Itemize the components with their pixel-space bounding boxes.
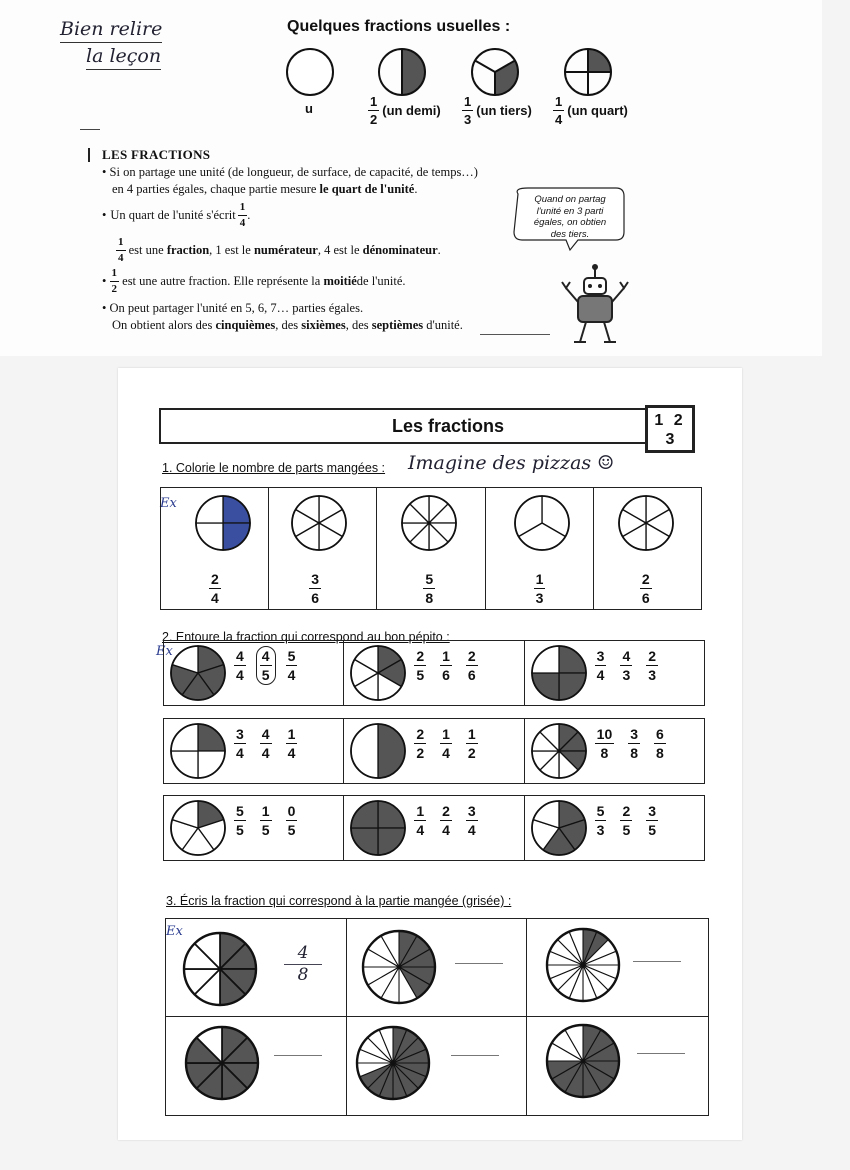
- quarter-label: $\frac{1}{4}$ (un quart): [555, 94, 628, 127]
- exercise-2-cell: [164, 719, 344, 783]
- unit-label: u: [305, 101, 313, 116]
- exercise-3-label: 3. Écris la fraction qui correspond à la partie mangée (grisée) :: [166, 894, 512, 908]
- bullet-4-line-2: On obtient alors des cinquièmes, des sixièmes, des septièmes d'unité.: [112, 318, 463, 332]
- exercise-2-row: [163, 718, 705, 784]
- pepito-disc: [348, 721, 408, 781]
- example-answer: 4 8: [284, 945, 322, 984]
- fraction-choice[interactable]: $\frac{2}{5}$: [622, 803, 631, 838]
- exercise-2-cell: [164, 796, 344, 860]
- fraction-choice[interactable]: $\frac{5}{3}$: [596, 803, 605, 838]
- fraction-choice[interactable]: $\frac{5}{4}$: [287, 648, 296, 683]
- fraction-choice[interactable]: $\frac{3}{4}$: [236, 726, 244, 761]
- usual-fractions-title: Quelques fractions usuelles :: [287, 18, 511, 35]
- pepito-disc: [168, 643, 228, 703]
- exercise-2-row: [163, 795, 705, 861]
- fraction-choice[interactable]: $\frac{6}{8}$: [656, 726, 664, 761]
- worksheet-badge: 1 2 3: [645, 405, 695, 453]
- bullet-4-line-1: • On peut partager l'unité en 5, 6, 7… parties égales.: [102, 301, 364, 315]
- half-disc: [379, 49, 425, 95]
- note-line-2: la leçon: [86, 43, 161, 70]
- exercise-3-cell[interactable]: [166, 919, 347, 1017]
- exercise-1-label: 1. Colorie le nombre de parts mangées :: [162, 461, 386, 475]
- fraction-choices: [234, 727, 297, 760]
- fraction-choice[interactable]: $\frac{3}{4}$: [467, 803, 476, 838]
- definition-line: $\frac{1}{4}$ est une fraction , 1 est le numérateur , 4 est le dénominateur .: [118, 236, 441, 264]
- exercise-2-cell: [525, 719, 704, 783]
- fraction-choice-circled[interactable]: $\frac{4}{5}$: [256, 646, 276, 685]
- handwritten-note: [60, 16, 162, 70]
- pepito-disc: [168, 798, 228, 858]
- fraction-choice[interactable]: $\frac{0}{5}$: [287, 803, 296, 838]
- pepito-disc: [348, 643, 408, 703]
- fraction-choice[interactable]: $\frac{10}{8}$: [596, 726, 613, 761]
- exercise-1-cell[interactable]: 2 6: [594, 488, 701, 609]
- exercise-2-cell: [525, 641, 704, 705]
- pepito-disc: [168, 721, 228, 781]
- exercise-1-cell[interactable]: 3 6: [269, 488, 377, 609]
- pepito-disc: [529, 721, 589, 781]
- exercise-3-cell[interactable]: [347, 1017, 528, 1115]
- note-line-1: Bien relire: [60, 16, 162, 43]
- answer-line[interactable]: [633, 961, 681, 962]
- fraction-choice[interactable]: $\frac{4}{4}$: [261, 726, 270, 761]
- fraction-choice[interactable]: $\frac{3}{8}$: [630, 726, 639, 761]
- pepito-disc: [529, 798, 589, 858]
- fraction-choices: [234, 804, 297, 837]
- fraction-choice[interactable]: $\frac{2}{5}$: [416, 648, 425, 683]
- pizza-disc[interactable]: [289, 493, 349, 553]
- third-disc: [472, 49, 518, 95]
- robot-mascot-icon: [560, 262, 630, 348]
- fraction-choices: [595, 649, 658, 682]
- heading-bar: [88, 148, 90, 162]
- slice-shaded: [378, 724, 405, 778]
- lesson-body: [102, 164, 542, 334]
- pepito-disc: [180, 929, 260, 1009]
- usual-fractions-discs: [280, 44, 640, 100]
- pepito-disc: [348, 798, 408, 858]
- fraction-choice[interactable]: $\frac{1}{5}$: [261, 803, 270, 838]
- answer-line[interactable]: [455, 963, 503, 964]
- pepito-disc: [543, 1021, 623, 1101]
- pizza-disc[interactable]: [616, 493, 676, 553]
- example-marker-1: Ex: [160, 496, 177, 511]
- fraction-choice[interactable]: $\frac{2}{6}$: [467, 648, 476, 683]
- exercise-1-cell[interactable]: 5 8: [377, 488, 485, 609]
- fraction-choice[interactable]: $\frac{1}{6}$: [442, 648, 450, 683]
- fraction-choice[interactable]: $\frac{1}{4}$: [416, 803, 425, 838]
- fraction-choices: [414, 727, 477, 760]
- pepito-disc: [182, 1023, 262, 1103]
- exercise-1-cell[interactable]: 2 4: [161, 488, 269, 609]
- unit-disc: [287, 49, 333, 95]
- exercise-1-cell[interactable]: 1 3: [486, 488, 594, 609]
- exercise-3-cell[interactable]: [347, 919, 528, 1017]
- answer-line[interactable]: [274, 1055, 322, 1056]
- worksheet-title: Les fractions: [391, 415, 505, 436]
- fraction-choice[interactable]: $\frac{1}{4}$: [287, 726, 296, 761]
- exercise-2-cell: [344, 719, 524, 783]
- worksheet-title-box: [159, 408, 647, 444]
- third-label: $\frac{1}{3}$ (un tiers): [464, 94, 532, 127]
- fraction-choices: [595, 804, 658, 837]
- fraction-choices: [414, 649, 477, 682]
- exercise-3-grid: [165, 918, 709, 1116]
- pepito-disc: [543, 925, 623, 1005]
- bullet-3: • $\frac{1}{2}$ est une autre fraction. Elle représente la moitié de l'unité.: [102, 267, 406, 295]
- fraction-choice[interactable]: $\frac{4}{4}$: [236, 648, 244, 683]
- pepito-disc: [529, 643, 589, 703]
- exercise-2-row: [163, 640, 705, 706]
- fraction-choice[interactable]: $\frac{3}{4}$: [596, 648, 605, 683]
- exercise-2-cell: [344, 641, 524, 705]
- exercise-2-cell: [344, 796, 524, 860]
- slice: [351, 724, 378, 778]
- pizza-disc[interactable]: [193, 493, 253, 553]
- example-marker-3: Ex: [166, 924, 183, 939]
- fraction-choices: [595, 727, 666, 760]
- half-label: $\frac{1}{2}$ (un demi): [370, 94, 441, 127]
- bullet-2: • Un quart de l'unité s'écrit $\frac{1}{4}$ .: [102, 201, 251, 229]
- bullet-1-line-1: • Si on partage une unité (de longueur, de surface, de capacité, de temps…): [102, 165, 478, 179]
- exercise-3-cell[interactable]: [527, 1017, 708, 1115]
- fraction-choice[interactable]: $\frac{2}{3}$: [648, 648, 657, 683]
- exercise-2-cell: [164, 641, 344, 705]
- answer-line[interactable]: [451, 1055, 499, 1056]
- underline-stroke: [480, 334, 550, 335]
- fraction-choice[interactable]: $\frac{2}{4}$: [442, 803, 450, 838]
- example-marker-2: Ex: [156, 644, 173, 659]
- divider: [80, 129, 100, 130]
- fraction-choices: [414, 804, 477, 837]
- pizza-disc[interactable]: [399, 493, 459, 553]
- pepito-disc: [359, 927, 439, 1007]
- exercise-2-cell: [525, 796, 704, 860]
- fraction-choice[interactable]: $\frac{1}{4}$: [442, 726, 450, 761]
- fraction-choice[interactable]: $\frac{3}{5}$: [648, 803, 657, 838]
- fraction-choices: [234, 649, 297, 682]
- bubble-text: Quand on partag l'unité en 3 parti égales, on obtien des tiers.: [533, 194, 607, 240]
- bullet-1-line-2: en 4 parties égales, chaque partie mesure le quart de l'unité.: [112, 182, 418, 196]
- exercise-1-grid: [160, 487, 702, 610]
- exercise-2-label: 2. Entoure la fraction qui correspond au bon pépito :: [162, 630, 450, 644]
- pizza-disc[interactable]: [512, 493, 572, 553]
- answer-line[interactable]: [637, 1053, 685, 1054]
- exercise-3-cell[interactable]: [166, 1017, 347, 1115]
- fraction-choice[interactable]: $\frac{1}{2}$: [467, 726, 476, 761]
- pepito-disc: [353, 1023, 433, 1103]
- exercise-3-cell[interactable]: [527, 919, 708, 1017]
- lesson-heading: LES FRACTIONS: [102, 147, 211, 162]
- exercise-1-note: Imagine des pizzas ☺: [408, 452, 615, 474]
- fraction-choice[interactable]: $\frac{2}{2}$: [416, 726, 425, 761]
- fraction-choice[interactable]: $\frac{5}{5}$: [236, 803, 244, 838]
- fraction-choice[interactable]: $\frac{4}{3}$: [622, 648, 631, 683]
- quarter-disc: [565, 49, 611, 95]
